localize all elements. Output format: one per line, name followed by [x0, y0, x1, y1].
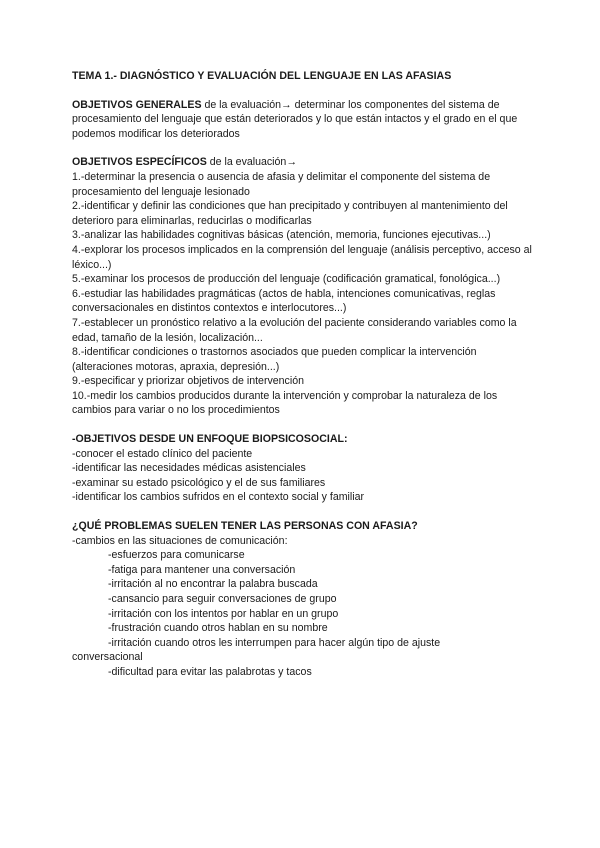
specific-objective-item: 9.-especificar y priorizar objetivos de intervención	[72, 375, 304, 388]
general-objectives-paragraph	[72, 98, 532, 142]
problem-item: -fatiga para mantener una conversación	[108, 563, 296, 576]
biopsychosocial-item: -examinar su estado psicológico y el de sus familiares	[72, 476, 326, 489]
specific-objective-item: 1.-determinar la presencia o ausencia de afasia y delimitar el componente del sistema de procesamiento del lenguaje lesionado	[72, 170, 491, 198]
problems-heading: ¿QUÉ PROBLEMAS SUELEN TENER LAS PERSONAS CON AFASIA?	[72, 520, 418, 533]
general-objectives-heading: OBJETIVOS GENERALES	[72, 98, 202, 111]
biopsychosocial-item: -identificar las necesidades médicas asistenciales	[72, 462, 306, 475]
biopsychosocial-section	[72, 432, 532, 505]
problem-item: -frustración cuando otros hablan en su nombre	[108, 622, 328, 635]
problem-item: -irritación cuando otros les interrumpen para hacer algún tipo de ajuste	[108, 636, 441, 649]
specific-objective-item: 10.-medir los cambios producidos durante la intervención y comprobar la naturaleza de los cambios para variar o no los procedimientos	[72, 389, 498, 417]
problem-item: -esfuerzos para comunicarse	[108, 549, 245, 562]
general-objectives-section	[72, 98, 532, 142]
problem-item: -cansancio para seguir conversaciones de grupo	[108, 593, 337, 605]
biopsychosocial-heading: -OBJETIVOS DESDE UN ENFOQUE BIOPSICOSOCIAL:	[72, 433, 348, 446]
specific-objectives-section	[72, 155, 532, 418]
specific-objective-item: 7.-establecer un pronóstico relativo a la evolución del paciente considerando variables como la edad, tamaño de la lesión, localización...	[72, 316, 517, 344]
document-page	[72, 69, 532, 694]
biopsychosocial-item: -conocer el estado clínico del paciente	[72, 447, 253, 460]
problem-item-continuation: conversacional	[72, 651, 143, 664]
specific-objective-item: 8.-identificar condiciones o trastornos asociados que pueden complicar la intervención (alteraciones motoras, apraxia, depresión...)	[72, 346, 477, 373]
problem-item: -irritación con los intentos por hablar en un grupo	[108, 607, 339, 620]
problems-section	[72, 519, 532, 680]
specific-objectives-heading-line	[72, 155, 532, 170]
problem-item: -irritación al no encontrar la palabra buscada	[108, 578, 318, 591]
specific-objective-item: 4.-explorar los procesos implicados en la comprensión del lenguaje (análisis perceptivo, acceso al léxico...)	[72, 243, 532, 271]
specific-objectives-heading-suffix: de la evaluación→	[206, 156, 297, 169]
specific-objective-item: 3.-analizar las habilidades cognitivas básicas (atención, memoria, funciones ejecutivas...)	[72, 229, 491, 242]
problem-item: -dificultad para evitar las palabrotas y tacos	[108, 665, 312, 678]
general-objectives-text: de la evaluación→ determinar los componentes del sistema de procesamiento del lenguaje que están deteriorados y lo que están intactos y el grado en el que podemos modificar los deteriorados	[72, 98, 518, 140]
document-title: TEMA 1.- DIAGNÓSTICO Y EVALUACIÓN DEL LENGUAJE EN LAS AFASIAS	[72, 70, 452, 82]
biopsychosocial-item: -identificar los cambios sufridos en el contexto social y familiar	[72, 491, 365, 504]
specific-objective-item: 5.-examinar los procesos de producción del lenguaje (codificación gramatical, fonológica...)	[72, 273, 501, 286]
specific-objective-item: 6.-estudiar las habilidades pragmáticas (actos de habla, intenciones comunicativas, reglas conversacionales en distintos contextos e interlocutores...)	[72, 287, 496, 315]
specific-objectives-heading: OBJETIVOS ESPECÍFICOS	[72, 156, 207, 169]
specific-objective-item: 2.-identificar y definir las condiciones que han precipitado y contribuyen al mantenimiento del deterioro para eliminarlas, reducirlas o modificarlas	[72, 200, 508, 227]
problems-intro: -cambios en las situaciones de comunicación:	[72, 534, 288, 547]
